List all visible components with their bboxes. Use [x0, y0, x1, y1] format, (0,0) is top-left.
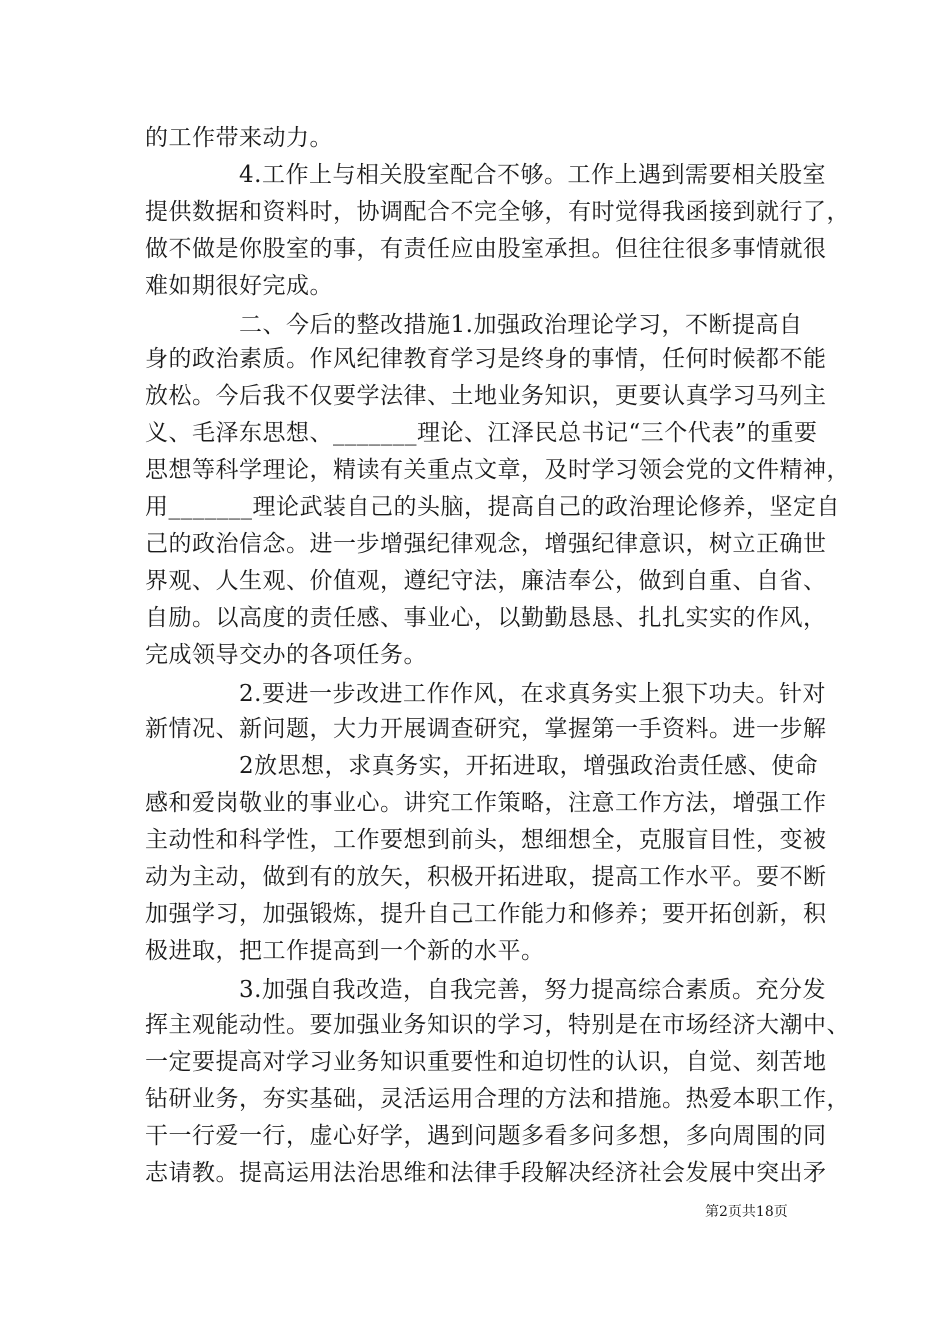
text-line: 干一行爱一行，虚心好学，遇到问题多看多问多想，多向周围的同: [145, 1123, 827, 1149]
text-line: 动为主动，做到有的放矢，积极开拓进取，提高工作水平。要不断: [145, 864, 827, 890]
text-line: 感和爱岗敬业的事业心。讲究工作策略，注意工作方法，增强工作: [145, 790, 827, 816]
text-line: 身的政治素质。作风纪律教育学习是终身的事情，任何时候都不能: [145, 346, 827, 372]
text-line: 新情况、新问题，大力开展调查研究，掌握第一手资料。进一步解: [145, 716, 827, 742]
text-line: 主动性和科学性，工作要想到前头，想细想全，克服盲目性，变被: [145, 827, 827, 853]
text-line: 3.加强自我改造，自我完善，努力提高综合素质。充分发: [145, 977, 826, 1003]
text-line: 提供数据和资料时，协调配合不完全够，有时觉得我函接到就行了，: [145, 199, 850, 225]
text-line: 自励。以高度的责任感、事业心，以勤勤恳恳、扎扎实实的作风，: [145, 605, 827, 631]
text-line: 志请教。提高运用法治思维和法律手段解决经济社会发展中突出矛: [145, 1160, 827, 1186]
text-line: 己的政治信念。进一步增强纪律观念，增强纪律意识，树立正确世: [145, 531, 827, 557]
text-line: 完成领导交办的各项任务。: [145, 642, 427, 668]
page-number: 第2页共18页: [705, 1204, 788, 1220]
text-line: 钻研业务，夯实基础，灵活运用合理的方法和措施。热爱本职工作，: [145, 1086, 850, 1112]
text-line: 4.工作上与相关股室配合不够。工作上遇到需要相关股室: [145, 162, 826, 188]
text-line: 挥主观能动性。要加强业务知识的学习，特别是在市场经济大潮中、: [145, 1012, 850, 1038]
text-line: 界观、人生观、价值观，遵纪守法，廉洁奉公，做到自重、自省、: [145, 568, 827, 594]
text-line: 加强学习，加强锻炼，提升自己工作能力和修养；要开拓创新，积: [145, 901, 827, 927]
text-line: 放松。今后我不仅要学法律、土地业务知识，更要认真学习马列主: [145, 383, 827, 409]
text-line: 一定要提高对学习业务知识重要性和迫切性的认识，自觉、刻苦地: [145, 1049, 827, 1075]
text-line: 极进取，把工作提高到一个新的水平。: [145, 938, 545, 964]
text-line: 2放思想，求真务实，开拓进取，增强政治责任感、使命: [145, 753, 819, 779]
text-line: 二、今后的整改措施1.加强政治理论学习，不断提高自: [145, 312, 803, 338]
text-line: 难如期很好完成。: [145, 273, 333, 299]
text-line: 思想等科学理论，精读有关重点文章，及时学习领会党的文件精神，: [145, 457, 850, 483]
text-line: 2.要进一步改进工作作风，在求真务实上狠下功夫。针对: [145, 681, 826, 707]
text-line: 义、毛泽东思想、_______理论、江泽民总书记“三个代表”的重要: [145, 420, 818, 446]
text-line: 的工作带来动力。: [145, 125, 333, 151]
text-line: 用_______理论武装自己的头脑，提高自己的政治理论修养，坚定自: [145, 494, 840, 520]
text-line: 做不做是你股室的事，有责任应由股室承担。但往往很多事情就很: [145, 236, 827, 262]
